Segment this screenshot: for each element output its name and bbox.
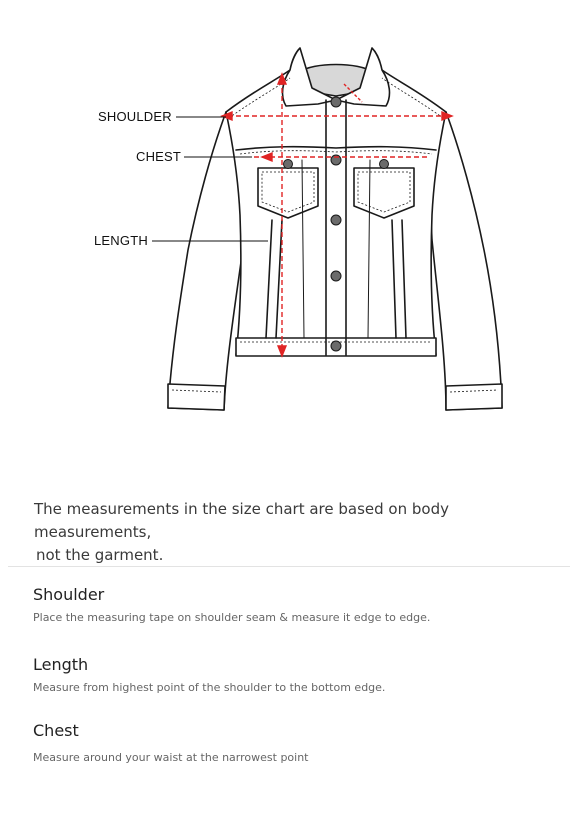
jacket-body xyxy=(226,70,446,355)
length-callout: LENGTH xyxy=(94,233,148,248)
length-title: Length xyxy=(33,655,89,674)
shoulder-callout: SHOULDER xyxy=(98,109,172,124)
size-chart-note xyxy=(34,498,554,567)
chest-title: Chest xyxy=(33,721,79,740)
button-1 xyxy=(331,97,341,107)
button-5 xyxy=(331,341,341,351)
button-3 xyxy=(331,215,341,225)
button-4 xyxy=(331,271,341,281)
left-cuff xyxy=(168,384,225,410)
section-divider xyxy=(8,566,570,567)
chest-description: Measure around your waist at the narrowest point xyxy=(33,751,309,764)
shoulder-title: Shoulder xyxy=(33,585,105,604)
note-line-1: The measurements in the size chart are based on body measurements, xyxy=(34,500,449,541)
right-sleeve xyxy=(431,112,503,410)
left-pocket-button xyxy=(284,160,293,169)
note-line-2: not the garment. xyxy=(36,546,164,564)
chest-callout: CHEST xyxy=(136,149,182,164)
right-cuff xyxy=(446,384,502,410)
shoulder-description: Place the measuring tape on shoulder seam & measure it edge to edge. xyxy=(33,611,431,624)
length-description: Measure from highest point of the shoulder to the bottom edge. xyxy=(33,681,386,694)
right-pocket-button xyxy=(380,160,389,169)
